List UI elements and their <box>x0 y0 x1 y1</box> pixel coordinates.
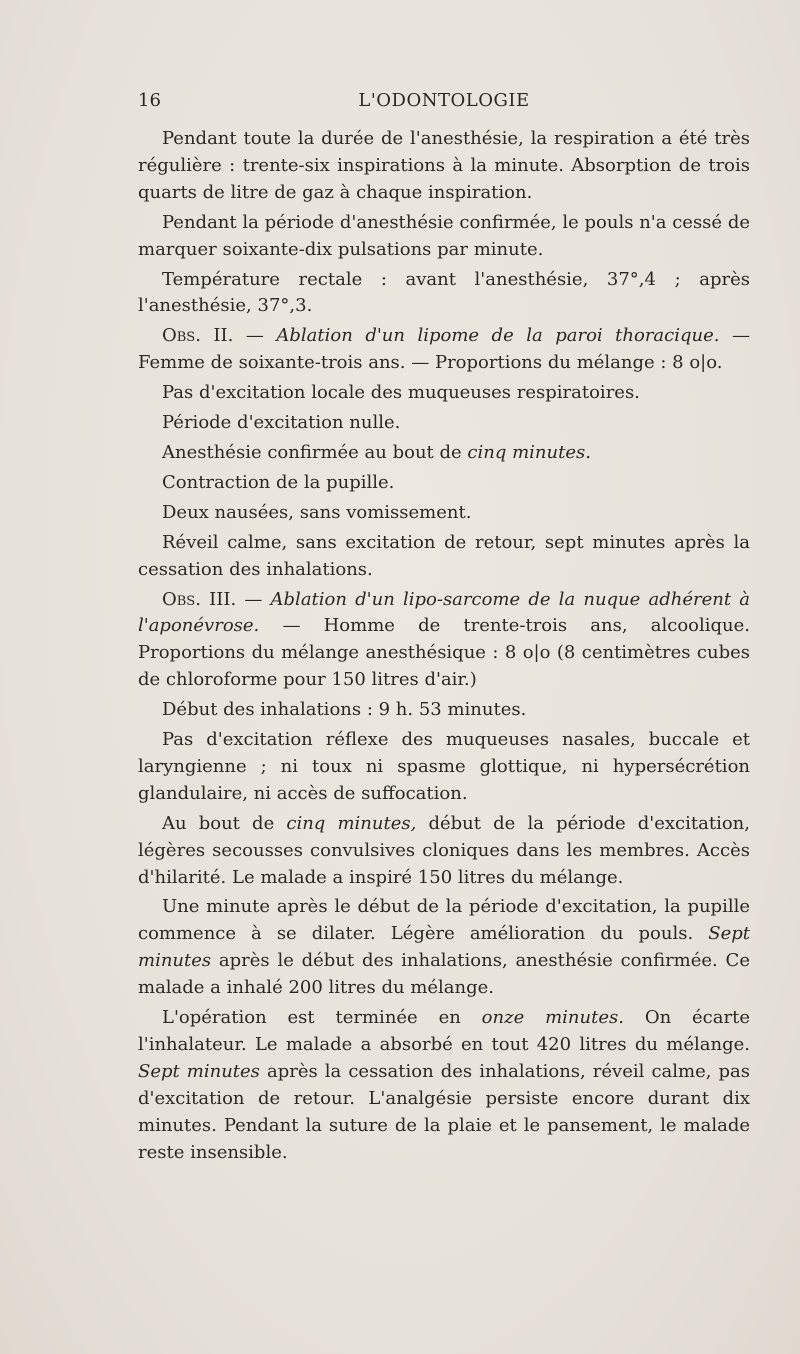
paragraph: Température rectale : avant l'anesthésie, 37°,4 ; après l'anesthésie, 37°,3. <box>138 268 750 317</box>
paragraph: Pas d'excitation réflexe des muqueuses nasales, buccale et laryngienne ; ni toux ni spasme glottique, ni hypersécrétion glandulaire, ni accès de suffocation. <box>138 729 750 804</box>
paragraph: Pendant la période d'anesthésie confirmée, le pouls n'a cessé de marquer soixante-dix pulsations par minute. <box>138 211 750 260</box>
paragraph: Période d'excitation nulle. <box>162 412 401 434</box>
paragraph: Anesthésie confirmée au bout de cinq minutes. <box>162 441 591 463</box>
paragraph: Pas d'excitation locale des muqueuses respiratoires. <box>162 382 640 404</box>
observation-label: Obs. II. <box>162 325 234 347</box>
body-text <box>138 126 750 1170</box>
paragraph: L'opération est terminée en onze minutes. On écarte l'inhalateur. Le malade a absorbé en tout 420 litres du mélange. Sept minutes après la cessation des inhalations, réveil calme, pas d'excitation de retour. L'analgésie persiste encore durant dix minutes. Pendant la suture de la plaie et le pansement, le malade reste insensible. <box>138 1007 750 1163</box>
paragraph: Contraction de la pupille. <box>162 471 395 493</box>
observation-title: — Ablation d'un lipome de la paroi thoracique. — <box>245 325 750 347</box>
observation-heading: Obs. II. — Ablation d'un lipome de la paroi thoracique. — Femme de soixante-trois ans. — Proportions du mélange : 8 o|o. <box>138 325 750 374</box>
paragraph: Réveil calme, sans excitation de retour, sept minutes après la cessation des inhalations. <box>138 531 750 580</box>
paragraph: Début des inhalations : 9 h. 53 minutes. <box>162 699 527 721</box>
page-header <box>138 90 750 118</box>
paragraph: Au bout de cinq minutes, début de la période d'excitation, légères secousses convulsives cloniques dans les membres. Accès d'hilarité. Le malade a inspiré 150 litres du mélange. <box>138 812 750 888</box>
observation-label: Obs. III. <box>162 588 237 610</box>
paragraph: Pendant toute la durée de l'anesthésie, la respiration a été très régulière : trente-six inspirations à la minute. Absorption de trois quarts de litre de gaz à chaque inspiration. <box>138 128 750 203</box>
paragraph: Deux nausées, sans vomissement. <box>162 501 472 523</box>
paragraph: Une minute après le début de la période d'excitation, la pupille commence à se dilater. Légère amélioration du pouls. Sept minutes après le début des inhalations, anesthésie confirmée. Ce malade a inhalé 200 litres du mélange. <box>138 896 750 999</box>
running-head: L'ODONTOLOGIE <box>358 90 530 111</box>
observation-heading: Obs. III. — Ablation d'un lipo-sarcome de la nuque adhérent à l'aponévrose. — Homme de trente-trois ans, alcoolique. Proportions du mélange anesthésique : 8 o|o (8 centimètres cubes de chloroforme pour 150 litres d'air.) <box>138 588 750 691</box>
observation-title: — Ablation d'un lipo-sarcome de la nuque adhérent à l'aponévrose. <box>138 588 750 637</box>
page-number: 16 <box>138 90 161 111</box>
